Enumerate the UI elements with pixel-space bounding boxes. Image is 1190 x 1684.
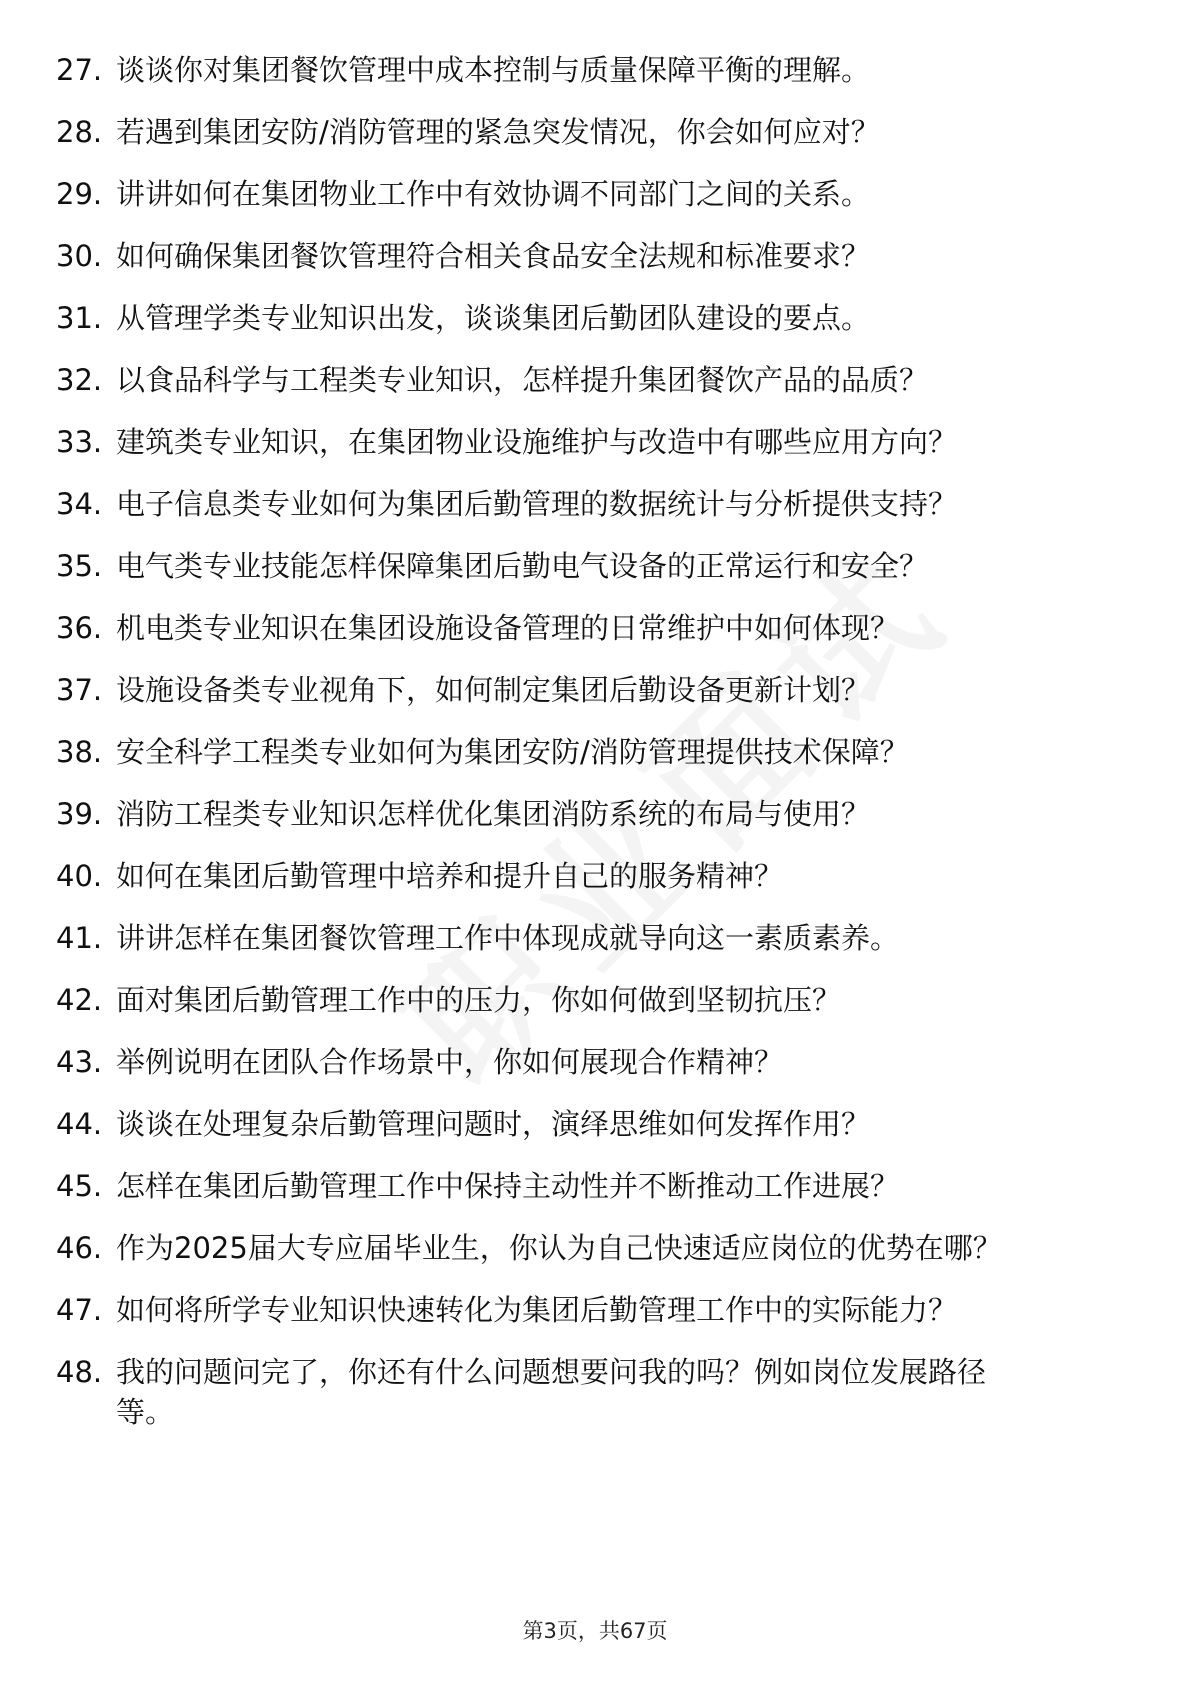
item-number: 46. [56, 1231, 103, 1265]
item-text: 设施设备类专业视角下，如何制定集团后勤设备更新计划？ [116, 673, 871, 707]
item-number: 42. [56, 983, 103, 1017]
item-text: 消防工程类专业知识怎样优化集团消防系统的布局与使用？ [116, 797, 871, 831]
item-text: 电气类专业技能怎样保障集团后勤电气设备的正常运行和安全？ [116, 549, 929, 583]
list-item [56, 50, 1136, 90]
item-number: 30. [56, 239, 103, 273]
item-number: 47. [56, 1293, 103, 1327]
item-number: 44. [56, 1107, 103, 1141]
item-number: 35. [56, 549, 103, 583]
list-item [56, 856, 1136, 896]
item-number: 29. [56, 177, 103, 211]
list-item [56, 174, 1136, 214]
item-text: 谈谈你对集团餐饮管理中成本控制与质量保障平衡的理解。 [116, 53, 871, 87]
item-number: 38. [56, 735, 103, 769]
item-number: 41. [56, 921, 103, 955]
item-number: 32. [56, 363, 103, 397]
item-number: 28. [56, 115, 103, 149]
item-number: 27. [56, 53, 103, 87]
list-item [56, 112, 1136, 152]
item-text: 从管理学类专业知识出发，谈谈集团后勤团队建设的要点。 [116, 301, 871, 335]
item-number: 33. [56, 425, 103, 459]
item-number: 36. [56, 611, 103, 645]
item-text: 怎样在集团后勤管理工作中保持主动性并不断推动工作进展？ [116, 1169, 900, 1203]
item-text: 讲讲如何在集团物业工作中有效协调不同部门之间的关系。 [116, 177, 871, 211]
list-item [56, 918, 1136, 958]
list-item [56, 1166, 1136, 1206]
list-item [56, 608, 1136, 648]
item-text: 如何确保集团餐饮管理符合相关食品安全法规和标准要求？ [116, 239, 871, 273]
item-number: 34. [56, 487, 103, 521]
item-text: 举例说明在团队合作场景中，你如何展现合作精神？ [116, 1045, 784, 1079]
list-item [56, 484, 1136, 524]
item-number: 40. [56, 859, 103, 893]
list-item [56, 794, 1136, 834]
item-number: 43. [56, 1045, 103, 1079]
item-text: 电子信息类专业如何为集团后勤管理的数据统计与分析提供支持？ [116, 487, 958, 521]
page-footer: 第3页，共67页 [522, 1619, 668, 1643]
list-item [56, 1352, 1136, 1432]
list-item [56, 236, 1136, 276]
item-text: 谈谈在处理复杂后勤管理问题时，演绎思维如何发挥作用？ [116, 1107, 871, 1141]
list-item [56, 980, 1136, 1020]
item-text: 安全科学工程类专业如何为集团安防/消防管理提供技术保障？ [116, 735, 909, 769]
item-text: 面对集团后勤管理工作中的压力，你如何做到坚韧抗压？ [116, 983, 842, 1017]
item-text: 如何将所学专业知识快速转化为集团后勤管理工作中的实际能力？ [116, 1293, 958, 1327]
item-text: 若遇到集团安防/消防管理的紧急突发情况，你会如何应对？ [116, 115, 880, 149]
item-text: 机电类专业知识在集团设施设备管理的日常维护中如何体现？ [116, 611, 900, 645]
item-text: 以食品科学与工程类专业知识，怎样提升集团餐饮产品的品质？ [116, 363, 929, 397]
item-text: 我的问题问完了，你还有什么问题想要问我的吗？例如岗位发展路径等。 [116, 1355, 987, 1429]
item-number: 37. [56, 673, 103, 707]
item-text: 如何在集团后勤管理中培养和提升自己的服务精神？ [116, 859, 784, 893]
list-item [56, 546, 1136, 586]
item-text: 讲讲怎样在集团餐饮管理工作中体现成就导向这一素质素养。 [116, 921, 900, 955]
item-number: 45. [56, 1169, 103, 1203]
item-number: 39. [56, 797, 103, 831]
question-list [56, 50, 1136, 1454]
list-item [56, 298, 1136, 338]
list-item [56, 670, 1136, 710]
list-item [56, 422, 1136, 462]
list-item [56, 1042, 1136, 1082]
item-number: 31. [56, 301, 103, 335]
item-number: 48. [56, 1355, 103, 1389]
item-text: 建筑类专业知识，在集团物业设施维护与改造中有哪些应用方向？ [116, 425, 958, 459]
list-item [56, 1104, 1136, 1144]
item-text: 作为2025届大专应届毕业生，你认为自己快速适应岗位的优势在哪？ [116, 1231, 1002, 1265]
list-item [56, 360, 1136, 400]
list-item [56, 1290, 1136, 1330]
list-item [56, 732, 1136, 772]
list-item [56, 1228, 1136, 1268]
